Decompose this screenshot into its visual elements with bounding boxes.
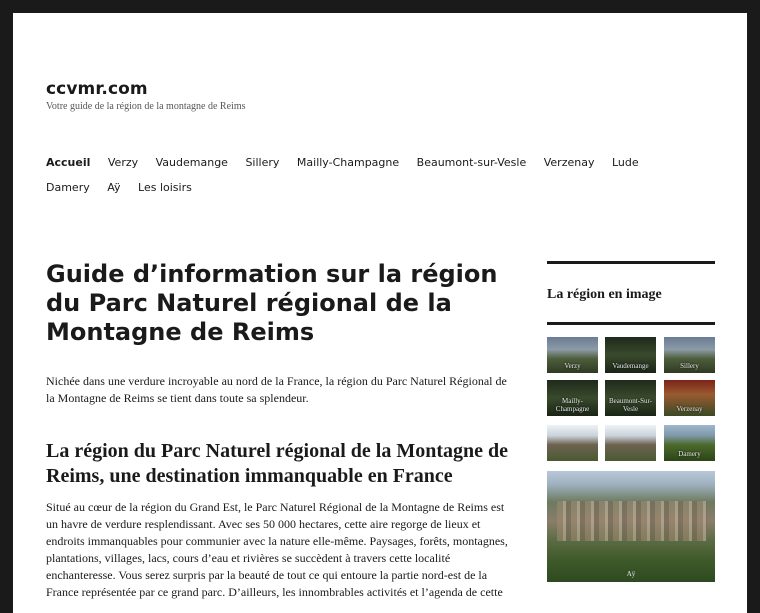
nav-item-verzenay[interactable]: Verzenay [543,156,595,169]
thumb-caption: Vaudemange [612,362,649,370]
page-container [13,13,747,613]
gallery-thumb-vaudemange[interactable] [605,337,656,373]
nav-item-lude[interactable]: Lude [611,156,639,169]
gallery-thumb-castle-1[interactable] [547,425,598,461]
nav-item-les-loisirs[interactable]: Les loisirs [138,181,192,194]
gallery-thumb-damery[interactable] [664,425,715,461]
gallery-thumb-sillery[interactable] [664,337,715,373]
gallery-thumb-mailly-champagne[interactable] [547,380,598,416]
article-intro: Nichée dans une verdure incroyable au nord de la France, la région du Parc Naturel Régional de la Montagne de Reims se tient dans toute sa splendeur. [46,374,507,405]
thumb-caption: Sillery [680,362,699,370]
thumb-caption: Verzenay [676,405,703,413]
widget-title: La région en image [547,287,662,302]
nav-item-ay[interactable]: Aÿ [107,181,121,194]
site-title[interactable]: ccvmr.com [46,79,148,99]
thumb-caption: Mailly-Champagne [555,397,590,413]
nav-item-sillery[interactable]: Sillery [245,156,280,169]
gallery-thumb-beaumont-sur-vesle[interactable] [605,380,656,416]
featured-caption: Aÿ [626,570,636,578]
thumb-caption: Beaumont-Sur-Vesle [608,397,653,413]
gallery-thumb-verzy[interactable] [547,337,598,373]
village-rooftops [557,501,707,541]
nav-item-beaumont-sur-vesle[interactable]: Beaumont-sur-Vesle [416,156,527,169]
article-title: Guide d’information sur la région du Parc Naturel régional de la Montagne de Reims [46,260,498,346]
gallery-featured-photo-ay[interactable] [547,471,715,582]
main-navigation [46,150,706,200]
widget-bottom-rule [547,322,715,325]
widget-top-rule [547,261,715,264]
thumb-caption: Damery [678,450,701,458]
nav-item-mailly-champagne[interactable]: Mailly-Champagne [296,156,400,169]
nav-item-accueil[interactable]: Accueil [46,156,91,169]
nav-item-verzy[interactable]: Verzy [107,156,139,169]
article-heading: La région du Parc Naturel régional de la Montagne de Reims, une destination immanquable en France [46,440,509,487]
site-description: Votre guide de la région de la montagne de Reims [46,101,246,112]
nav-item-vaudemange[interactable]: Vaudemange [155,156,228,169]
thumb-caption: Verzy [564,362,581,370]
nav-item-damery[interactable]: Damery [46,181,90,194]
article-body: Situé au cœur de la région du Grand Est, le Parc Naturel Régional de la Montagne de Reims est un havre de verdure resplendissant. Avec ses 50 000 hectares, cette aire regorge de lieux et endroits immanquables pour communier avec la nature elle-même. Paysages, forêts, montagnes, plantations, villages, lacs, cours d’eau et rivières se succèdent à travers cette localité enchanteresse. Vous serez surpris par la beauté de tout ce qui entoure la partie nord-est de la France représentée par ce grand parc. D’ailleurs, les innombrables activités et l’agenda de cette [46,500,508,599]
gallery-thumb-castle-2[interactable] [605,425,656,461]
gallery-thumb-verzenay[interactable] [664,380,715,416]
